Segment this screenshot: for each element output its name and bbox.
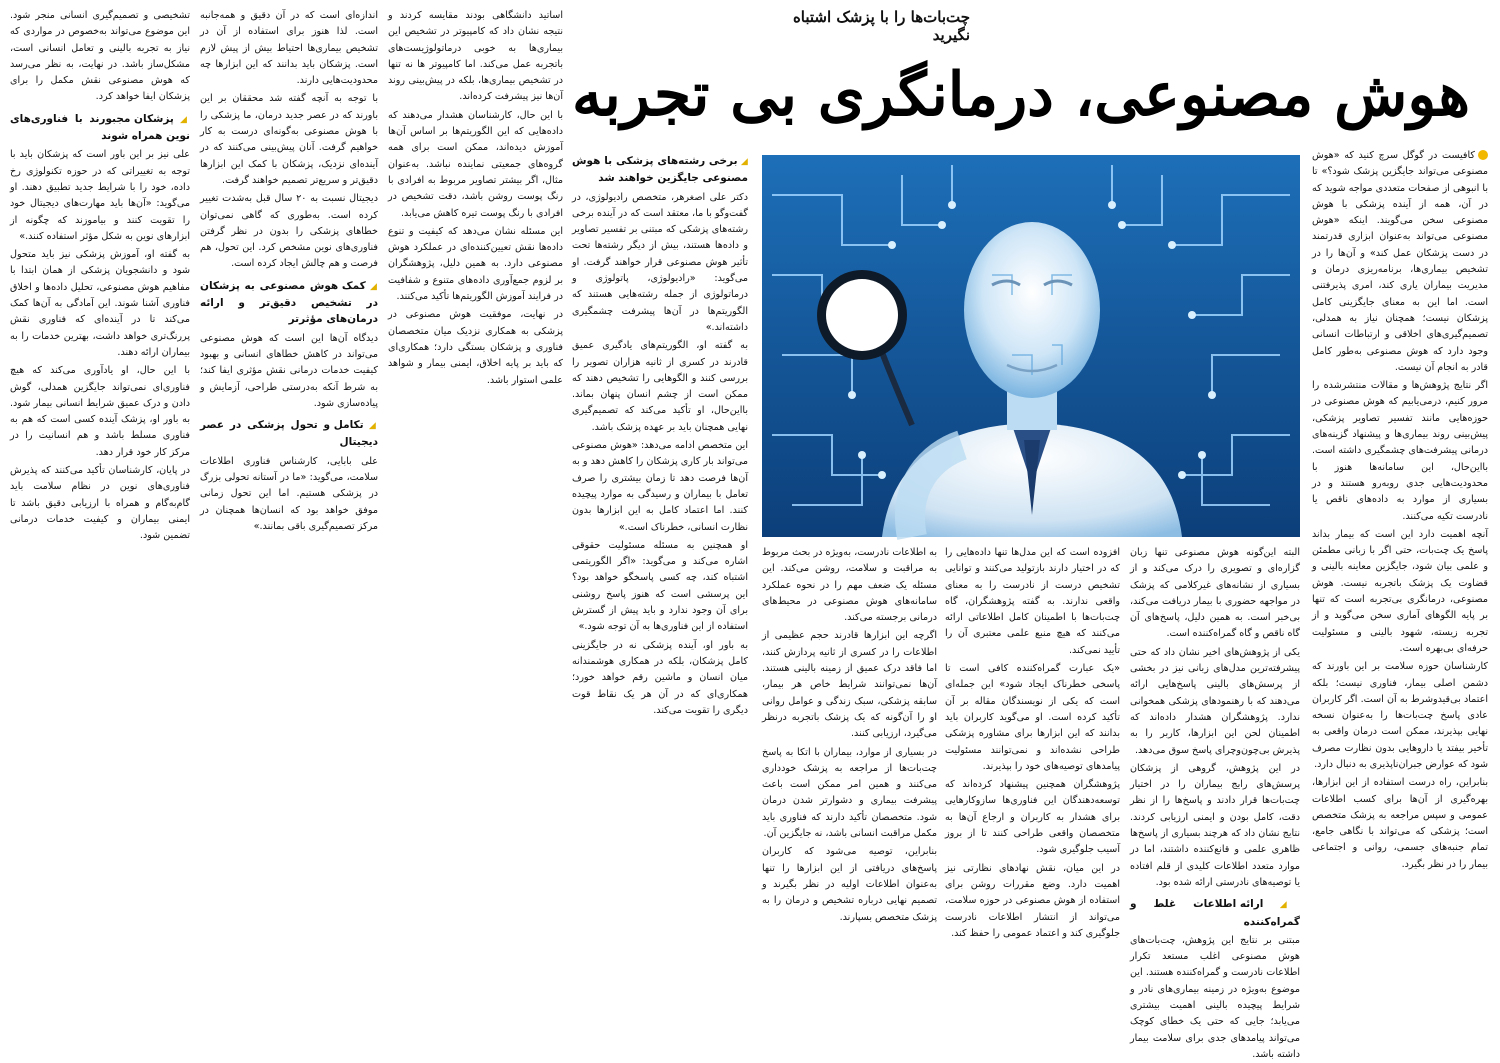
paragraph: به باور او، آینده پزشکی نه در جایگزینی کامل پزشکان، بلکه در همکاری هوشمندانه میان انسان و ماشین رقم خواهد خورد؛ همکاری‌ای که در آن هر یک نقاط قوت دیگری را تقویت می‌کند. bbox=[572, 639, 748, 716]
paragraph: با توجه به آنچه گفته شد محققان بر این باورند که در عصر جدید درمان، ما پزشکی را با هوش مصنوعی به‌گونه‌ای درست به کار خواهیم گرفت. آنان پیش‌بینی می‌کنند که در آینده‌ای نزدیک، پزشکان با کمک این ابزارها دقیق‌تر و سریع‌تر تصمیم خواهند گرفت. bbox=[200, 93, 378, 186]
lead-bullet-icon bbox=[1478, 150, 1488, 160]
paragraph: اساتید دانشگاهی بودند مقایسه کردند و نتیجه نشان داد که کامپیوتر در تشخیص این بیماری‌ها به خوبی درماتولوژیست‌های باتجربه عمل می‌کند. اما کامپیوتر ها نه تنها در تشخیص بیماری‌ها، بلکه در پیش‌بینی روند آن‌ها نیز پیشرفت کرده‌اند. bbox=[388, 10, 563, 103]
column-5 bbox=[572, 148, 748, 1008]
paragraph: این مسئله نشان می‌دهد که کیفیت و تنوع داده‌ها نقش تعیین‌کننده‌ای در عملکرد هوش مصنوعی دارد. به همین دلیل، پژوهشگران بر لزوم جمع‌آوری داده‌های متنوع و شفافیت در فرایند آموزش الگوریتم‌ها تأکید می‌کنند. bbox=[388, 225, 563, 303]
column-4 bbox=[762, 545, 937, 1005]
paragraph: در بسیاری از موارد، بیماران با اتکا به پاسخ چت‌بات‌ها از مراجعه به پزشک خودداری می‌کنند و همین امر ممکن است باعث پیشرفت بیماری و دشوارتر شدن درمان شود. متخصصان تأکید دارند که فناوری باید مکمل مراقبت انسانی باشد، نه جایگزین آن. bbox=[762, 746, 937, 840]
paragraph: در نهایت، موفقیت هوش مصنوعی در پزشکی به همکاری نزدیک میان متخصصان فناوری و پزشکان بستگی دارد؛ همکاری‌ای که باید بر پایه اخلاق، ایمنی بیمار و شواهد علمی استوار باشد. bbox=[388, 309, 563, 386]
paragraph: به اطلاعات نادرست، به‌ویژه در بحث مربوط به مراقبت و سلامت، روشن می‌کند. این مسئله یک ضعف مهم را در نحوه عملکرد سامانه‌های هوش مصنوعی در محیط‌های درمانی برجسته می‌کند. bbox=[762, 547, 937, 624]
paragraph: دکتر علی اصغرهر، متخصص رادیولوژی، در گفت‌وگو با ما، معتقد است که در آینده برخی رشته‌های پزشکی که مبتنی بر تفسیر تصاویر و داده‌ها هستند، بیش از دیگر رشته‌ها تحت تأثیر هوش مصنوعی قرار خواهند گرفت. او می‌گوید: «رادیولوژی، پاتولوژی و درماتولوژی از جمله رشته‌هایی هستند که الگوریتم‌ها در آن‌ها پیشرفت چشمگیری داشته‌اند.» bbox=[572, 191, 748, 333]
headline: هوش مصنوعی، درمانگری بی تجربه bbox=[571, 60, 1470, 130]
column-1 bbox=[1312, 148, 1488, 1008]
paragraph: اگرچه این ابزارها قادرند حجم عظیمی از اطلاعات را در کسری از ثانیه پردازش کنند، اما فاقد درک عمیق از زمینه بالینی هستند. آن‌ها نمی‌توانند شرایط خاص هر بیمار، سابقه پزشکی، سبک زندگی و عوامل روانی او را آن‌گونه که یک پزشک باتجربه درنظر می‌گیرد، ارزیابی کنند. bbox=[762, 630, 937, 740]
paragraph: اندازه‌ای است که در آن دقیق و همه‌جانبه است. لذا هنوز برای استفاده از آن در تشخیص بیماری‌ها احتیاط بیش از پیش لازم است. پزشکان باید بدانند که این ابزارها چه محدودیت‌هایی دارند. bbox=[200, 10, 378, 87]
paragraph: علی بابایی، کارشناس فناوری اطلاعات سلامت، می‌گوید: «ما در آستانه تحولی بزرگ در پزشکی هستیم. اما این تحول زمانی موفق خواهد بود که انسان‌ها همچنان در مرکز تصمیم‌گیری باقی بمانند.» bbox=[200, 455, 378, 532]
paragraph: علی نیز بر این باور است که پزشکان باید با توجه به تغییراتی که در حوزه تکنولوژی رخ داده، خود را با شرایط جدید تطبیق دهند. او می‌گوید: «آن‌ها باید مهارت‌های دیجیتال خود را تقویت کنند و بیاموزند که چگونه از ابزارهای نوین به شکل مؤثر استفاده کنند.» bbox=[10, 149, 190, 242]
subheading: ◢ ارائه اطلاعات غلط و گمراه‌کننده bbox=[1130, 896, 1300, 930]
subheading: ◢ تکامل و تحول پزشکی در عصر دیجیتال bbox=[200, 417, 378, 451]
subheading: ◢ برخی رشته‌های پزشکی با هوش مصنوعی جایگزین خواهند شد bbox=[572, 153, 748, 187]
paragraph: دیجیتال نسبت به ۲۰ سال قبل به‌شدت تغییر کرده است. به‌طوری که گاهی نمی‌توان خطاهای پزشکی را بدون در نظر گرفتن فناوری‌های نوین مشخص کرد. این تحول، هم فرصت و هم چالش ایجاد کرده است. bbox=[200, 193, 378, 270]
paragraph: او همچنین به مسئله مسئولیت حقوقی اشاره می‌کند و می‌گوید: «اگر الگوریتمی اشتباه کند، چه کسی پاسخگو خواهد بود؟ این پرسشی است که هنوز پاسخ روشنی برای آن وجود ندارد و باید پیش از گسترش استفاده از این فناوری‌ها به آن توجه شود.» bbox=[572, 539, 748, 633]
paragraph: البته این‌گونه هوش مصنوعی تنها زبان گزاره‌ای و تصویری را درک می‌کند و از بسیاری از نشانه‌های غیرکلامی که پزشک در مواجهه حضوری با بیمار دریافت می‌کند، بی‌خبر است. به همین دلیل، پاسخ‌های آن گاه ناقص و گاه گمراه‌کننده است. bbox=[1130, 547, 1300, 640]
paragraph: آنچه اهمیت دارد این است که بیمار بداند پاسخ یک چت‌بات، حتی اگر با زبانی مطمئن و علمی بیان شود، جایگزین معاینه بالینی و قضاوت یک پزشک باتجربه نیست. هوش مصنوعی، درمانگری بی‌تجربه است که تنها بر پایه الگوهای آماری سخن می‌گوید و از تجربه زیسته، شهود بالینی و مسئولیت حرفه‌ای بی‌بهره است. bbox=[1312, 528, 1488, 654]
paragraph: بنابراین، راه درست استفاده از این ابزارها، بهره‌گیری از آن‌ها برای کسب اطلاعات عمومی و سپس مراجعه به پزشک متخصص است؛ پزشکی که می‌تواند با نگاهی جامع، تمام جنبه‌های جسمی، روانی و اجتماعی بیمار را در نظر بگیرد. bbox=[1312, 777, 1488, 870]
paragraph: در این میان، نقش نهادهای نظارتی نیز اهمیت دارد. وضع مقررات روشن برای استفاده از هوش مصنوعی در حوزه سلامت، می‌تواند از انتشار اطلاعات نادرست جلوگیری کند و اعتماد عمومی را حفظ کند. bbox=[945, 862, 1120, 939]
paragraph: به گفته او، آموزش پزشکی نیز باید متحول شود و دانشجویان پزشکی از همان ابتدا با مفاهیم هوش مصنوعی، تحلیل داده‌ها و اخلاق فناوری آشنا شوند. این آمادگی به آن‌ها کمک می‌کند تا در آینده‌ای که فناوری نقش پررنگ‌تری خواهد داشت، بهترین خدمات را به بیماران ارائه دهند. bbox=[10, 249, 190, 358]
paragraph: با این حال، او یادآوری می‌کند که هیچ فناوری‌ای نمی‌تواند جایگزین همدلی، گوش دادن و درک عمیق شرایط انسانی بیمار شود. به باور او، پزشک آینده کسی است که هم به فناوری مسلط باشد و هم انسانیت را در مرکز کار خود قرار دهد. bbox=[10, 365, 190, 458]
column-2 bbox=[1130, 545, 1300, 1060]
paragraph: «یک عبارت گمراه‌کننده کافی است تا پاسخی خطرناک ایجاد شود» این جمله‌ای است که یکی از نویسندگان مقاله بر آن تأکید کرده است. او می‌گوید کاربران باید بدانند که این ابزارها برای مشاوره پزشکی طراحی نشده‌اند و نمی‌توانند مسئولیت پیامدهای توصیه‌های خود را بپذیرند. bbox=[945, 663, 1120, 772]
column-6 bbox=[388, 8, 563, 1008]
kicker: چت‌بات‌ها را با پزشک اشتباه نگیرید bbox=[792, 8, 970, 44]
subheading: ◢ کمک هوش مصنوعی به پزشکان در تشخیص دقیق‌تر و ارائه درمان‌های مؤثرتر bbox=[200, 278, 378, 328]
paragraph: یکی از پژوهش‌های اخیر نشان داد که حتی پیشرفته‌ترین مدل‌های زبانی نیز در بخشی از پرسش‌های بالینی پاسخ‌هایی ارائه می‌دهند که با رهنمودهای پزشکی همخوانی ندارد. پژوهشگران هشدار داده‌اند که اطمینان لحن این ابزارها، کاربر را به پذیرش بی‌چون‌وچرای پاسخ سوق می‌دهد. bbox=[1130, 646, 1300, 756]
paragraph: بنابراین، توصیه می‌شود که کاربران پاسخ‌های دریافتی از این ابزارها را تنها به‌عنوان اطلاعات اولیه در نظر بگیرند و تصمیم نهایی درباره تشخیص و درمان را به پزشک متخصص بسپارند. bbox=[762, 846, 937, 923]
paragraph: اگر نتایج پژوهش‌ها و مقالات منتشرشده را مرور کنیم، درمی‌یابیم که هوش مصنوعی در حوزه‌هایی مانند تفسیر تصاویر پزشکی، پیش‌بینی روند بیماری‌ها و پیشنهاد گزینه‌های درمانی پیشرفت‌های چشمگیری داشته است. بااین‌حال، این سامانه‌ها هنوز با محدودیت‌هایی جدی روبه‌رو هستند و در بسیاری از موارد به داده‌های ناقص یا نادرست تکیه می‌کنند. bbox=[1312, 380, 1488, 522]
paragraph: پژوهشگران همچنین پیشنهاد کرده‌اند که توسعه‌دهندگان این فناوری‌ها سازوکارهایی برای هشدار به کاربران و ارجاع آن‌ها به متخصصان واقعی طراحی کنند تا از بروز آسیب جلوگیری شود. bbox=[945, 779, 1120, 856]
paragraph: با این حال، کارشناسان هشدار می‌دهند که داده‌هایی که این الگوریتم‌ها بر اساس آن‌ها آموزش دیده‌اند، ممکن است برای همه گروه‌های جمعیتی نماینده نباشد. به‌عنوان مثال، اگر بیشتر تصاویر مربوط به افرادی با رنگ پوست روشن باشد، دقت تشخیص در افرادی با رنگ پوست تیره کاهش می‌یابد. bbox=[388, 109, 563, 219]
paragraph: در پایان، کارشناسان تأکید می‌کنند که پذیرش فناوری‌های نوین در نظام سلامت باید گام‌به‌گام و همراه با ارزیابی دقیق باشد تا ایمنی بیماران و کیفیت خدمات درمانی تضمین شود. bbox=[10, 465, 190, 542]
paragraph: تشخیصی و تصمیم‌گیری انسانی منجر شود. این موضوع می‌تواند به‌خصوص در مواردی که نیاز به تجربه بالینی و تعامل انسانی است، مشکل‌ساز باشد. در نهایت، به نظر می‌رسد که هوش مصنوعی نقش مکمل را برای پزشکان ایفا خواهد کرد. bbox=[10, 10, 190, 103]
ai-doctor-illustration bbox=[762, 155, 1300, 537]
ai-doctor-with-stethoscope-icon bbox=[762, 155, 1300, 537]
paragraph: مبتنی بر نتایج این پژوهش، چت‌بات‌های هوش مصنوعی اغلب مستعد تکرار اطلاعات نادرست و گمراه‌کننده هستند. این موضوع به‌ویژه در زمینه بیماری‌های نادر و شرایط پیچیده بالینی اهمیت بیشتری می‌یابد؛ جایی که حتی یک خطای کوچک می‌تواند پیامدهای جدی برای سلامت بیمار داشته باشد. bbox=[1130, 934, 1300, 1060]
column-8 bbox=[10, 8, 190, 1008]
paragraph: کارشناسان حوزه سلامت بر این باورند که دشمن اصلی بیمار، فناوری نیست؛ بلکه اعتماد بی‌قیدوشرط به آن است. اگر کاربران عادی پاسخ چت‌بات‌ها را به‌عنوان نسخه نهایی بپذیرند، ممکن است درمان واقعی به تأخیر بیفتد یا داروهایی بدون نظارت مصرف شود که عوارض جبران‌ناپذیری به دنبال دارد. bbox=[1312, 661, 1488, 770]
paragraph: افزوده است که این مدل‌ها تنها داده‌هایی را که در اختیار دارند بازتولید می‌کنند و توانایی تشخیص درست از نادرست را به معنای واقعی ندارند. به گفته پژوهشگران، گاه چت‌بات‌ها با اطمینان کامل اطلاعاتی ارائه می‌کنند که هیچ منبع علمی معتبری آن را تأیید نمی‌کند. bbox=[945, 547, 1120, 656]
column-7 bbox=[200, 8, 378, 1008]
paragraph: به گفته او، الگوریتم‌های یادگیری عمیق قادرند در کسری از ثانیه هزاران تصویر را بررسی کنند و الگوهایی را تشخیص دهند که ممکن است از چشم انسان پنهان بماند. بااین‌حال، او تأکید می‌کند که تصمیم‌گیری نهایی همچنان باید بر عهده پزشک باشد. bbox=[572, 340, 748, 433]
paragraph: دیدگاه آن‌ها این است که هوش مصنوعی می‌تواند در کاهش خطاهای انسانی و بهبود کیفیت خدمات درمانی نقش مؤثری ایفا کند؛ به شرط آنکه به‌درستی طراحی، آزمایش و پیاده‌سازی شود. bbox=[200, 332, 378, 409]
paragraph: این متخصص ادامه می‌دهد: «هوش مصنوعی می‌تواند بار کاری پزشکان را کاهش دهد و به آن‌ها فرصت دهد تا زمان بیشتری را صرف تعامل با بیماران و رسیدگی به موارد پیچیده کنند. اما اعتماد کامل به این ابزارها بدون نظارت انسانی، خطرناک است.» bbox=[572, 440, 748, 533]
paragraph: کافیست در گوگل سرچ کنید که «هوش مصنوعی می‌تواند جایگزین پزشک شود؟» تا با انبوهی از صفحات متعددی مواجه شوید که در آن، همه از آینده پزشکی با هوش مصنوعی سخن می‌گویند. اینکه «هوش مصنوعی می‌تواند به‌عنوان ابزاری قدرتمند در دست پزشکان عمل کند» و آن‌ها را در تشخیص بیماری‌ها، برنامه‌ریزی درمان و مدیریت بیماران یاری کند، امری پذیرفتنی است. اما این به معنای جایگزینی کامل پزشکان نیست؛ همچنان نیاز به همدلی، تصمیم‌گیری‌های اخلاقی و ارتباطات انسانی وجود دارد که هوش مصنوعی به‌طور کامل قادر به انجام آن نیست. bbox=[1312, 150, 1488, 373]
subheading: ◢ پزشکان مجبورند با فناوری‌های نوین همراه شوند bbox=[10, 111, 190, 145]
paragraph: در این پژوهش، گروهی از پزشکان پرسش‌های رایج بیماران را در اختیار چت‌بات‌ها قرار دادند و پاسخ‌ها را از نظر دقت، کامل بودن و ایمنی ارزیابی کردند. نتایج نشان داد که هرچند بسیاری از پاسخ‌ها ظاهری علمی و قانع‌کننده داشتند، اما در موارد متعدد اطلاعات کلیدی از قلم افتاده یا توصیه‌های نادرستی ارائه شده بود. bbox=[1130, 762, 1300, 888]
column-3 bbox=[945, 545, 1120, 1005]
